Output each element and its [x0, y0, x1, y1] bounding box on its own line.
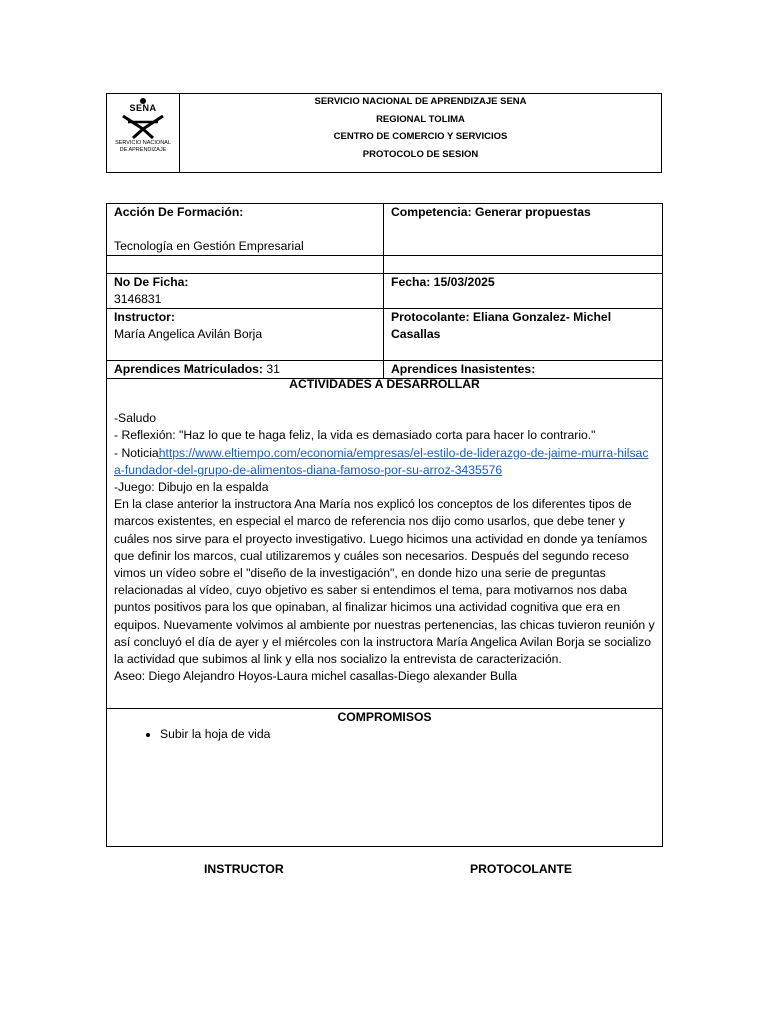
cell-empty-left [107, 256, 384, 274]
logo-subtext [115, 140, 171, 154]
session-protocol-table [106, 203, 663, 847]
protocolante: Protocolante: Eliana Gonzalez- Michel Casallas [391, 310, 612, 341]
sena-figure-icon [120, 113, 166, 139]
protocolante-signature-label: PROTOCOLANTE [470, 862, 573, 876]
header-line1: SERVICIO NACIONAL DE APRENDIZAJE SENA [314, 96, 527, 107]
sena-logo [107, 94, 180, 172]
cell-accion [107, 204, 384, 256]
header-line3: CENTRO DE COMERCIO Y SERVICIOS [333, 131, 508, 142]
row-compromisos [107, 709, 663, 847]
row-accion [107, 204, 663, 256]
logo-text: SENA [129, 103, 157, 113]
actividad-reflexion: - Reflexión: "Haz lo que te haga feliz, la vida es demasiado corta para hacer lo contrario." [114, 428, 596, 443]
compromisos-list [114, 726, 655, 743]
compromiso-item: • Subir la hoja de vida [160, 726, 655, 743]
document-header [106, 93, 662, 173]
actividad-parrafo: En la clase anterior la instructora Ana María nos explicó los conceptos de los diferentes tipos de marcos existentes, en especial el marco de referencia nos dijo como usarlos, que debe tener y cuáles nos sirve para el proyecto investigativo. Luego hicimos una actividad en donde ya teníamos que definir los marcos, cual utilizaremos y cuáles son necesarios. Después del segundo receso vimos un vídeo sobre el "diseño de la investigación", en donde hizo una serie de preguntas relacionadas al vídeo, cuyo objetivo es saber si entendimos el tema, para motivarnos nos daba puntos positivos para los que opinaban, al finalizar hicimos una actividad cognitiva que era en equipos. Nuevamente volvimos al ambiente por nuestras pertenencias, las chicas tuvieron reunión y así concluyó el día de ayer y el miércoles con la instructora María Angelica Avilan Borja se socializo la actividad que subimos al link y ella nos socializo la entrevista de caracterización. [114, 497, 655, 667]
matriculados-label: Aprendices Matriculados: [114, 362, 263, 376]
actividades-title: ACTIVIDADES A DESARROLLAR [289, 377, 480, 391]
noticia-prefix: - Noticia [114, 445, 159, 460]
ficha-value: 3146831 [114, 292, 162, 306]
actividad-aseo: Aseo: Diego Alejandro Hoyos-Laura michel casallas-Diego alexander Bulla [114, 669, 518, 684]
competencia: Competencia: Generar propuestas [391, 205, 591, 219]
header-line2: REGIONAL TOLIMA [376, 113, 465, 125]
actividad-saludo: -Saludo [114, 411, 157, 426]
logo-subtext-line2: DE APRENDIZAJE [119, 147, 167, 153]
row-ficha [107, 274, 663, 309]
cell-actividades [107, 379, 663, 709]
cell-compromisos [107, 709, 663, 847]
instructor-signature-label: INSTRUCTOR [204, 862, 284, 876]
compromisos-title: COMPROMISOS [337, 710, 432, 724]
logo-subtext-line1: SERVICIO NACIONAL [115, 140, 171, 146]
cell-fecha [384, 274, 663, 309]
actividad-noticia [114, 445, 655, 479]
fecha: Fecha: 15/03/2025 [391, 275, 495, 289]
cell-competencia [384, 204, 663, 256]
header-titles [180, 94, 661, 172]
noticia-link[interactable]: https://www.eltiempo.com/economia/empresas/el-estilo-de-liderazgo-de-jaime-murra-hilsaca-fundador-del-grupo-de-alimentos-diana-famoso-por-su-arroz-3435576 [114, 445, 649, 477]
instructor-value: María Angelica Avilán Borja [114, 327, 263, 341]
cell-empty-right [384, 256, 663, 274]
cell-protocolante [384, 309, 663, 361]
instructor-label: Instructor: [114, 310, 175, 324]
cell-instructor [107, 309, 384, 361]
actividad-juego: -Juego: Dibujo en la espalda [114, 480, 269, 495]
row-actividades [107, 379, 663, 709]
inasistentes-label: Aprendices Inasistentes: [391, 362, 536, 376]
header-line4: PROTOCOLO DE SESION [362, 148, 479, 160]
matriculados-value: 31 [263, 362, 280, 376]
accion-label: Acción De Formación: [114, 205, 244, 219]
row-instructor [107, 309, 663, 361]
ficha-label: No De Ficha: [114, 275, 189, 289]
accion-value: Tecnología en Gestión Empresarial [114, 239, 304, 253]
row-spacer [107, 256, 663, 274]
cell-ficha [107, 274, 384, 309]
